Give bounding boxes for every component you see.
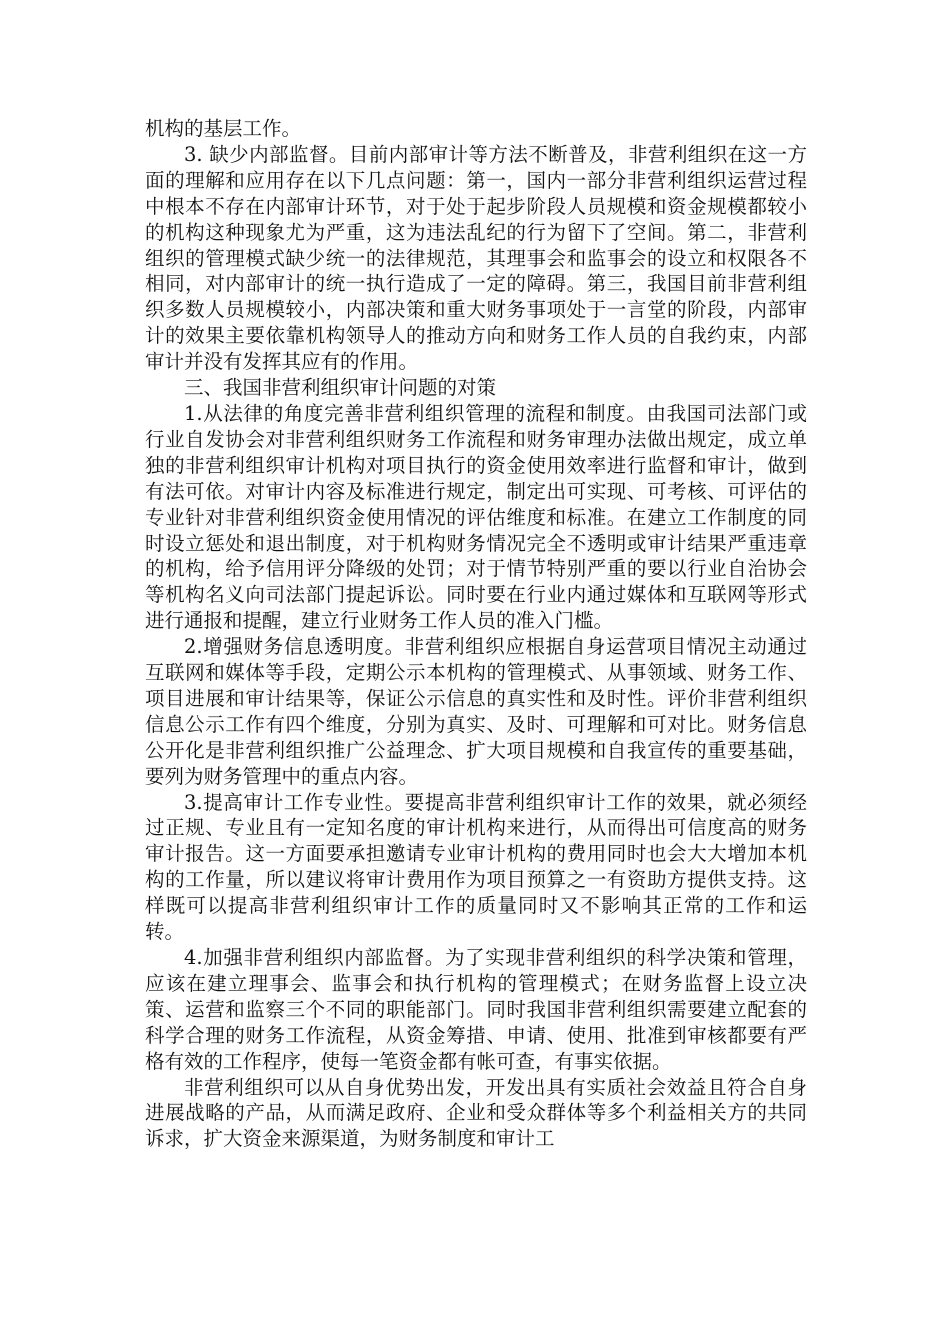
paragraph-internal-supervision-issue: 3. 缺少内部监督。目前内部审计等方法不断普及，非营利组织在这一方面的理解和应用存在以下几点问题：第一，国内一部分非营利组织运营过程中根本不存在内部审计环节，对于处于起步阶段人员规模和资金规模都较小的机构这种现象尤为严重，这为违法乱纪的行为留下了空间。第二，非营利组织的管理模式缺少统一的法律规范，其理事会和监事会的设立和权限各不相同，对内部审计的统一执行造成了一定的障碍。第三，我国目前非营利组织多数人员规模较小，内部决策和重大财务事项处于一言堂的阶段，内部审计的效果主要依靠机构领导人的推动方向和财务工作人员的自我约束，内部审计并没有发挥其应有的作用。 [145,142,807,374]
paragraph-internal-supervision-measure: 4.加强非营利组织内部监督。为了实现非营利组织的科学决策和管理，应该在建立理事会、监事会和执行机构的管理模式；在财务监督上设立决策、运营和监察三个不同的职能部门。同时我国非营利组织需要建立配套的科学合理的财务工作流程，从资金筹措、申请、使用、批准到审核都要有严格有效的工作程序，使每一笔资金都有帐可查，有事实依据。 [145,946,807,1073]
paragraph-audit-professionalism: 3.提高审计工作专业性。要提高非营利组织审计工作的效果，就必须经过正规、专业且有一定知名度的审计机构来进行，从而得出可信度高的财务审计报告。这一方面要承担邀请专业审计机构的费用同时也会大大增加本机构的工作量，所以建议将审计费用作为项目预算之一有资助方提供支持。这样既可以提高非营利组织审计工作的质量同时又不影响其正常的工作和运转。 [145,790,807,944]
paragraph-continuation: 机构的基层工作。 [145,117,302,140]
section-heading-countermeasures: 三、我国非营利组织审计问题的对策 [184,376,497,400]
paragraph-product-development: 非营利组织可以从自身优势出发，开发出具有实质社会效益且符合自身进展战略的产品，从而满足政府、企业和受众群体等多个利益相关方的共同诉求，扩大资金来源渠道，为财务制度和审计工 [145,1075,807,1151]
document-body [145,116,807,1152]
paragraph-legal-framework: 1.从法律的角度完善非营利组织管理的流程和制度。由我国司法部门或行业自发协会对非营利组织财务工作流程和财务审理办法做出规定，成立单独的非营利组织审计机构对项目执行的资金使用效率进行监督和审计，做到有法可依。对审计内容及标准进行规定，制定出可实现、可考核、可评估的专业针对非营利组织资金使用情况的评估维度和标准。在建立工作制度的同时设立惩处和退出制度，对于机构财务情况完全不透明或审计结果严重违章的机构，给予信用评分降级的处罚；对于情节特别严重的要以行业自治协会等机构名义向司法部门提起诉讼。同时要在行业内通过媒体和互联网等形式进行通报和提醒，建立行业财务工作人员的准入门槛。 [145,401,807,633]
paragraph-transparency: 2.增强财务信息透明度。非营利组织应根据自身运营项目情况主动通过互联网和媒体等手段，定期公示本机构的管理模式、从事领域、财务工作、项目进展和审计结果等，保证公示信息的真实性和及时性。评价非营利组织信息公示工作有四个维度，分别为真实、及时、可理解和可对比。财务信息公开化是非营利组织推广公益理念、扩大项目规模和自我宣传的重要基础，要列为财务管理中的重点内容。 [145,635,807,788]
